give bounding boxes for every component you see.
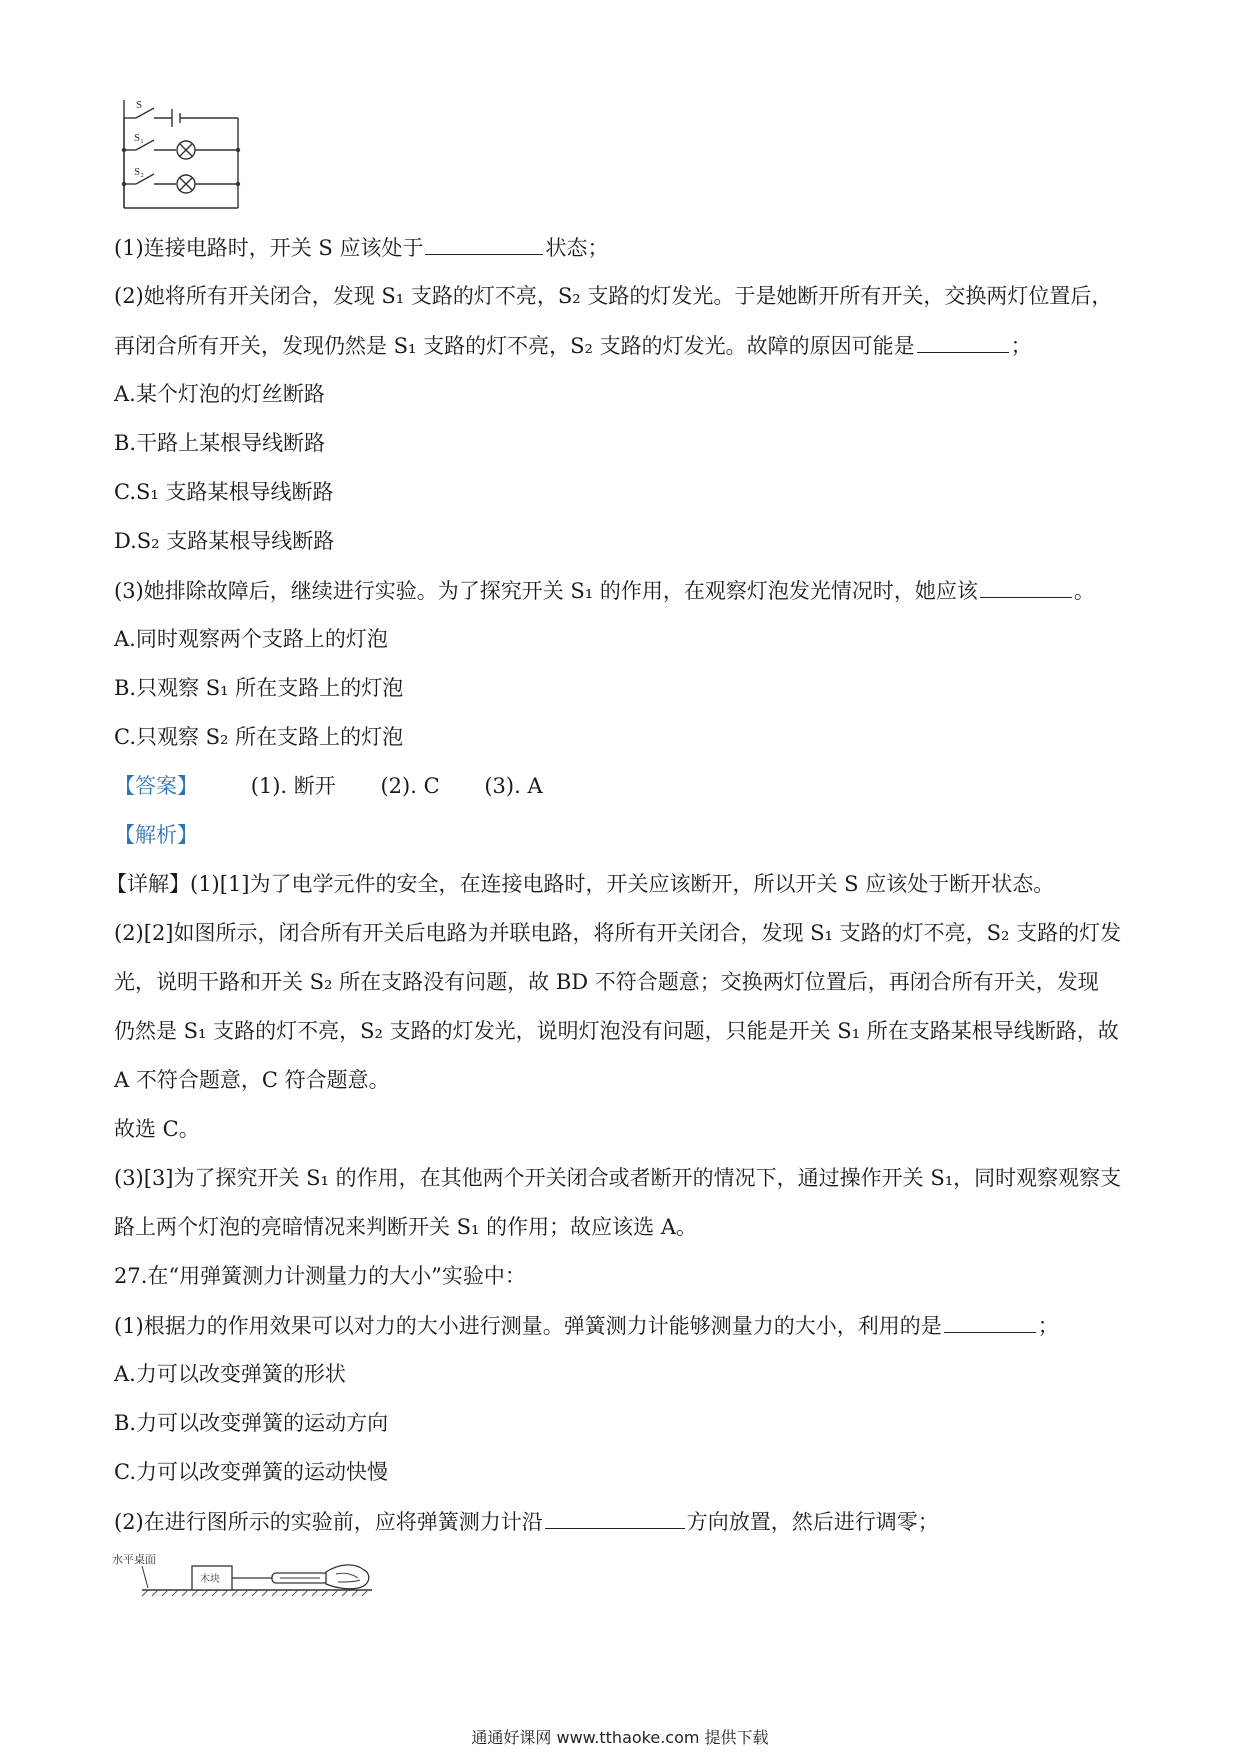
q26-part2-line1: (2)她将所有开关闭合，发现 S₁ 支路的灯不亮，S₂ 支路的灯发光。于是她断开所有开关，交换两灯位置后， [114,284,1113,308]
switch-s-label: S [136,100,143,111]
option-item: D.S₂ 支路某根导线断路 [114,529,335,553]
option-item: A.力可以改变弹簧的形状 [114,1362,346,1386]
switch-s2-label: S₂ [134,166,144,178]
answer-blank[interactable] [980,575,1072,598]
page-footer: 通通好课网 www.tthaoke.com 提供下载 [471,1728,769,1747]
q27-part2-suffix: 方向放置，然后进行调零； [686,1510,939,1534]
option-item: B.只观察 S₁ 所在支路上的灯泡 [114,676,404,700]
q26-part3 [114,575,1130,606]
q27-part1-suffix: ； [1037,1314,1059,1338]
q26-part2-suffix: ； [1010,334,1032,358]
answer-line [114,771,1130,801]
detail-line: (2)[2]如图所示，闭合所有开关后电路为并联电路，将所有开关闭合，发现 S₁ 支路的灯不亮，S₂ 支路的灯发 [114,921,1122,945]
q26-part2-text: 再闭合所有开关，发现仍然是 S₁ 支路的灯不亮，S₂ 支路的灯发光。故障的原因可能是 [114,334,915,358]
answer-item: (2). C [380,774,440,798]
spring-scale-figure [112,1550,412,1610]
q26-part2-line2 [114,330,1130,361]
answer-item: (1). 断开 [250,774,336,798]
option-item: C.S₁ 支路某根导线断路 [114,480,334,504]
q27-part1 [114,1310,1130,1341]
answer-blank[interactable] [917,330,1009,353]
detail-line: 故选 C。 [114,1117,200,1141]
option-item: B.力可以改变弹簧的运动方向 [114,1411,389,1435]
detail-tag: 【详解】 [106,872,190,896]
detail-line: (3)[3]为了探究开关 S₁ 的作用，在其他两个开关闭合或者断开的情况下，通过操作开关 S₁，同时观察观察支 [114,1166,1122,1190]
q26-part3-suffix: 。 [1073,579,1095,603]
q26-part1-suffix: 状态； [545,236,609,260]
option-item: B.干路上某根导线断路 [114,431,326,455]
answer-item: (3). A [484,774,543,798]
option-item: A.某个灯泡的灯丝断路 [114,382,325,406]
switch-s1-label: S₁ [134,132,144,144]
answer-blank[interactable] [944,1310,1036,1333]
detail-line: 路上两个灯泡的亮暗情况来判断开关 S₁ 的作用；故应该选 A。 [114,1215,697,1239]
option-item: C.只观察 S₂ 所在支路上的灯泡 [114,725,404,749]
detail-text: (1)[1]为了电学元件的安全，在连接电路时，开关应该断开，所以开关 S 应该处于断开状态。 [190,872,1055,896]
q26-part1 [114,232,1130,263]
option-item: A.同时观察两个支路上的灯泡 [114,627,388,651]
q27-part2 [114,1506,1130,1537]
detail-line [106,869,1130,899]
table-label: 水平桌面 [112,1553,156,1566]
q27-title: 27.在“用弹簧测力计测量力的大小”实验中： [114,1264,526,1288]
answer-blank[interactable] [425,232,543,255]
q27-part2-text: (2)在进行图所示的实验前，应将弹簧测力计沿 [114,1510,543,1534]
q27-part1-text: (1)根据力的作用效果可以对力的大小进行测量。弹簧测力计能够测量力的大小，利用的是 [114,1314,942,1338]
answer-tag: 【答案】 [114,774,198,798]
detail-line: A 不符合题意，C 符合题意。 [114,1068,390,1092]
option-item: C.力可以改变弹簧的运动快慢 [114,1460,388,1484]
q26-part1-text: (1)连接电路时，开关 S 应该处于 [114,236,424,260]
block-label: 木块 [200,1574,220,1585]
detail-line: 仍然是 S₁ 支路的灯不亮，S₂ 支路的灯发光，说明灯泡没有问题，只能是开关 S₁ 所在支路某根导线断路，故 [114,1019,1119,1043]
analysis-tag: 【解析】 [114,823,198,847]
answer-blank[interactable] [545,1506,685,1529]
detail-line: 光，说明干路和开关 S₂ 所在支路没有问题，故 BD 不符合题意；交换两灯位置后，再闭合所有开关，发现 [114,970,1099,994]
q26-part3-text: (3)她排除故障后，继续进行实验。为了探究开关 S₁ 的作用，在观察灯泡发光情况时，她应该 [114,579,978,603]
circuit-diagram [110,100,250,215]
